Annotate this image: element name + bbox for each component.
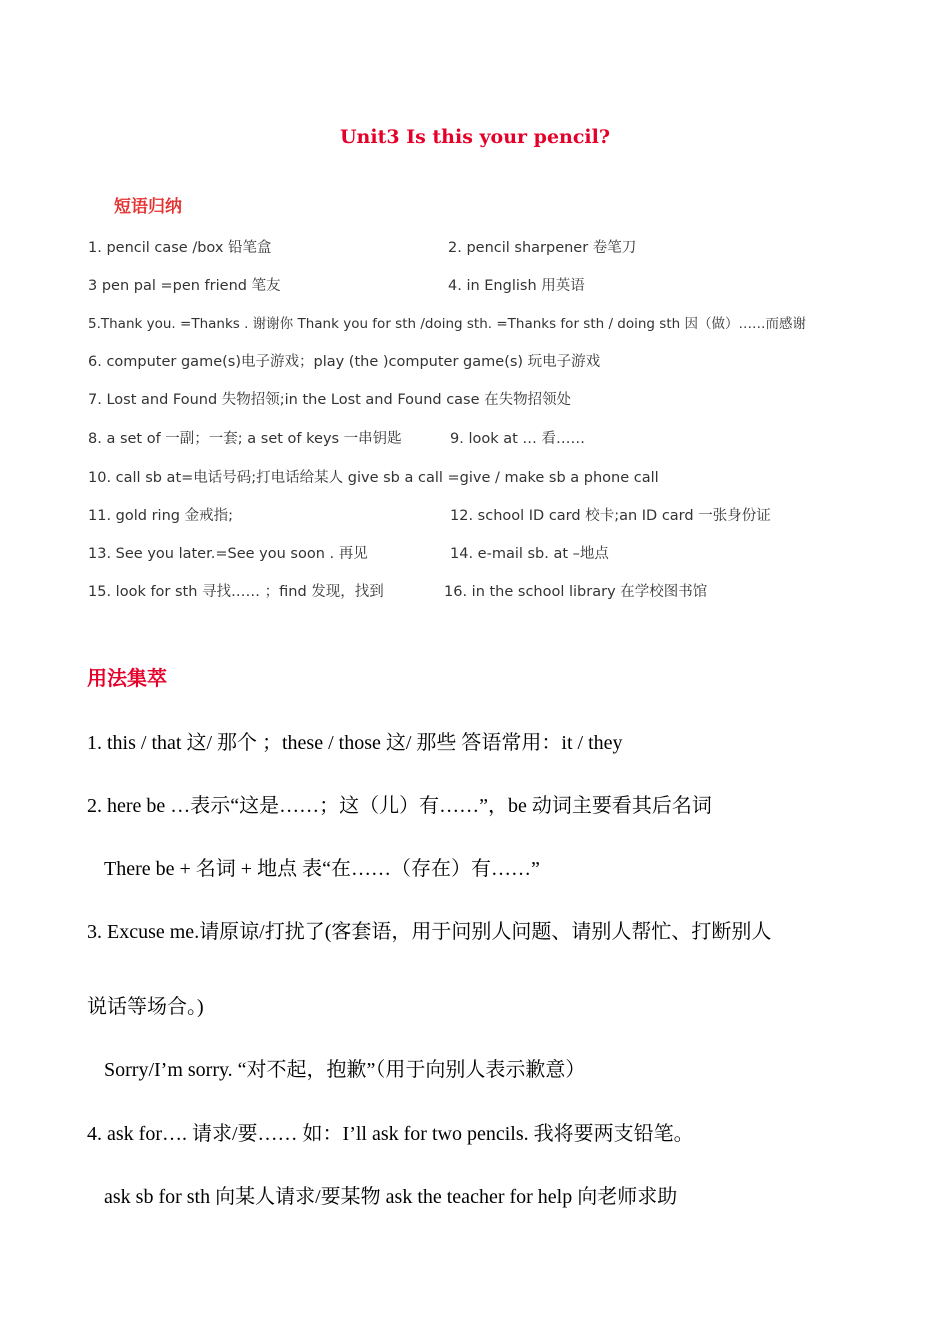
phrase-summary-image (84, 188, 884, 608)
phrase-left: 15. look for sth 寻找…… ；find 发现，找到 (88, 584, 384, 600)
phrase-left: 1. pencil case /box 铅笔盒 (88, 240, 272, 256)
phrase-right: 9. look at … 看…… (450, 431, 586, 447)
phrase-left: 11. gold ring 金戒指; (88, 508, 233, 524)
usage-line: 1. this / that 这/ 那个 ；these / those 这/ 那些 答语常用：it / they (87, 732, 623, 754)
usage-line: 说话等场合。) (87, 996, 204, 1018)
phrase-left: 7. Lost and Found 失物招领;in the Lost and Found case 在失物招领处 (88, 392, 572, 408)
usage-line: Sorry/I’m sorry. “对不起，抱歉”（用于向别人表示歉意） (104, 1059, 586, 1081)
usage-line: 3. Excuse me.请原谅/打扰了(客套语，用于问别人问题、请别人帮忙、打断别人 (87, 921, 772, 943)
usage-heading: 用法集萃 (87, 666, 167, 690)
phrase-left: 3 pen pal =pen friend 笔友 (88, 278, 281, 294)
phrase-right: 16. in the school library 在学校图书馆 (444, 584, 708, 600)
phrase-left: 13. See you later.=See you soon . 再见 (88, 546, 368, 562)
phrase-summary-heading: 短语归纳 (114, 197, 182, 217)
phrase-left: 10. call sb at=电话号码;打电话给某人 give sb a call =give / make sb a phone call (88, 470, 659, 486)
phrase-left: 8. a set of 一副；一套; a set of keys 一串钥匙 (88, 431, 402, 447)
phrase-left: 6. computer game(s)电子游戏；play (the )computer game(s) 玩电子游戏 (88, 354, 601, 370)
usage-line: 4. ask for…. 请求/要…… 如：I’ll ask for two pencils. 我将要两支铅笔。 (87, 1123, 694, 1145)
phrase-right: 4. in English 用英语 (448, 278, 585, 294)
phrase-right: 14. e-mail sb. at –地点 (450, 546, 609, 562)
usage-line: ask sb for sth 向某人请求/要某物 ask the teacher for help 向老师求助 (104, 1186, 678, 1208)
phrase-right: 12. school ID card 校卡;an ID card 一张身份证 (450, 508, 771, 524)
usage-line: There be + 名词 + 地点 表“在……（存在）有……” (104, 858, 540, 880)
usage-line: 2. here be …表示“这是……；这（儿）有……”，be 动词主要看其后名词 (87, 795, 712, 817)
page-title: Unit3 Is this your pencil? (339, 126, 610, 148)
phrase-left: 5.Thank you. =Thanks . 谢谢你 Thank you for sth /doing sth. =Thanks for sth / doing sth 因（做）……而感谢 (88, 316, 806, 332)
phrase-right: 2. pencil sharpener 卷笔刀 (448, 240, 637, 256)
